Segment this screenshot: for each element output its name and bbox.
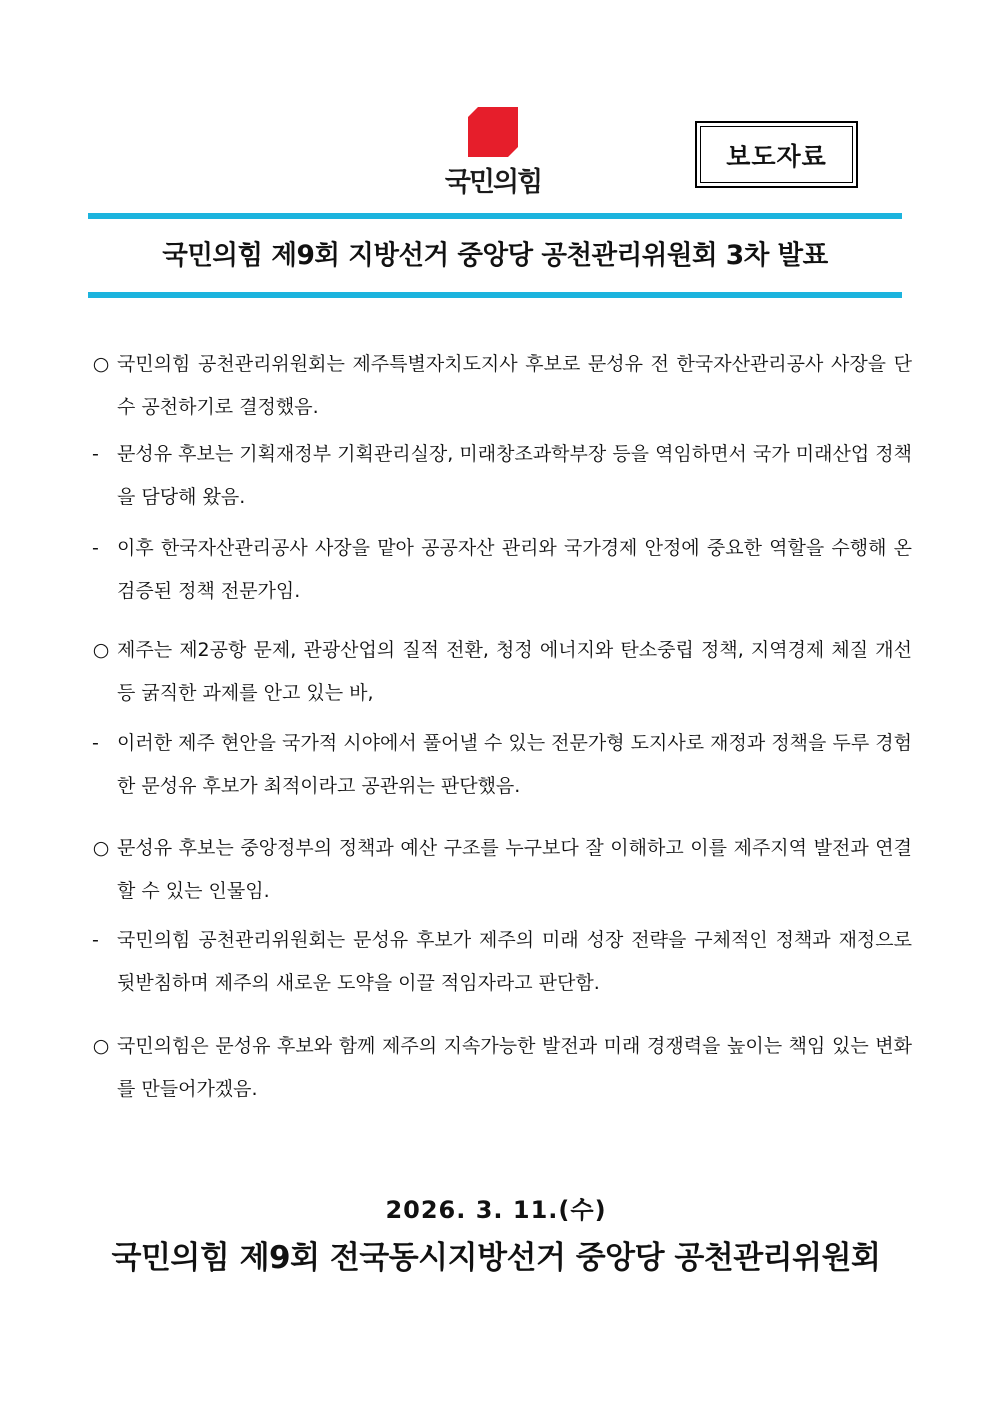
party-logo-text: 국민의힘 xyxy=(444,167,542,198)
sub-item-text: 국민의힘 공천관리위원회는 문성유 후보가 제주의 미래 성장 전략을 구체적인 정책과 재정으로 뒷받침하며 제주의 새로운 도약을 이끌 적임자라고 판단함. xyxy=(117,929,912,994)
dash-marker: - xyxy=(92,732,99,754)
sub-item xyxy=(86,722,912,808)
headline: 국민의힘 제9회 지방선거 중앙당 공천관리위원회 3차 발표 xyxy=(162,240,828,271)
dash-marker: - xyxy=(92,929,99,951)
circle-bullet-marker: ○ xyxy=(92,837,110,859)
release-date: 2026. 3. 11.(수) xyxy=(385,1196,607,1224)
dash-marker: - xyxy=(92,537,99,559)
press-release-label-box xyxy=(695,121,858,188)
circle-bullet-marker: ○ xyxy=(92,353,110,375)
bullet-item xyxy=(86,827,912,913)
bullet-item xyxy=(86,343,912,429)
sub-item-text: 문성유 후보는 기획재정부 기획관리실장, 미래창조과학부장 등을 역임하면서 국가 미래산업 정책을 담당해 왔음. xyxy=(117,443,912,508)
sub-item xyxy=(86,919,912,1005)
issuing-organization: 국민의힘 제9회 전국동시지방선거 중앙당 공천관리위원회 xyxy=(111,1240,881,1276)
bullet-text: 문성유 후보는 중앙정부의 정책과 예산 구조를 누구보다 잘 이해하고 이를 제주지역 발전과 연결할 수 있는 인물임. xyxy=(117,837,912,902)
sub-item-text: 이후 한국자산관리공사 사장을 맡아 공공자산 관리와 국가경제 안정에 중요한 역할을 수행해 온 검증된 정책 전문가임. xyxy=(117,537,912,602)
bullet-item xyxy=(86,629,912,715)
sub-item xyxy=(86,433,912,519)
party-logo-mark xyxy=(468,107,518,157)
headline-bottom-rule xyxy=(88,292,902,298)
sub-item xyxy=(86,527,912,613)
bullet-text: 국민의힘은 문성유 후보와 함께 제주의 지속가능한 발전과 미래 경쟁력을 높이는 책임 있는 변화를 만들어가겠음. xyxy=(117,1035,912,1100)
headline-top-rule xyxy=(88,213,902,219)
circle-bullet-marker: ○ xyxy=(92,639,110,661)
bullet-item xyxy=(86,1025,912,1111)
dash-marker: - xyxy=(92,443,99,465)
sub-item-text: 이러한 제주 현안을 국가적 시야에서 풀어낼 수 있는 전문가형 도지사로 재정과 정책을 두루 경험한 문성유 후보가 최적이라고 공관위는 판단했음. xyxy=(117,732,912,797)
bullet-text: 제주는 제2공항 문제, 관광산업의 질적 전환, 청정 에너지와 탄소중립 정책, 지역경제 체질 개선 등 굵직한 과제를 안고 있는 바, xyxy=(117,639,912,704)
circle-bullet-marker: ○ xyxy=(92,1035,110,1057)
press-release-label: 보도자료 xyxy=(700,126,853,183)
bullet-text: 국민의힘 공천관리위원회는 제주특별자치도지사 후보로 문성유 전 한국자산관리공사 사장을 단수 공천하기로 결정했음. xyxy=(117,353,912,418)
